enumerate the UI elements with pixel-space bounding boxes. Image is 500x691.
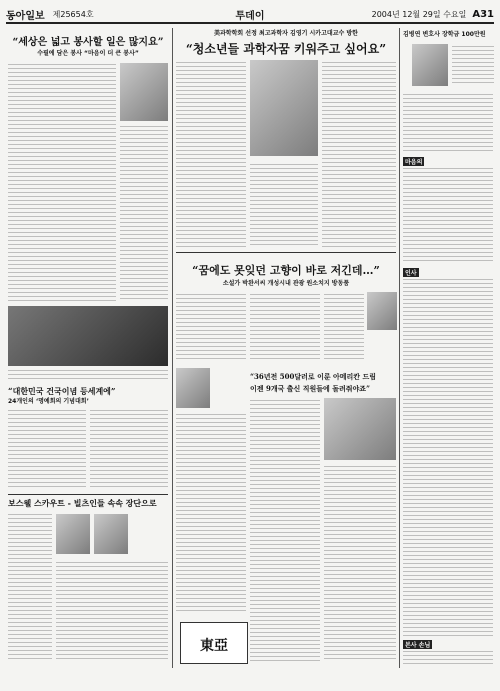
lawyer-photo-right [94, 514, 128, 554]
lawyer-photo-left [56, 514, 90, 554]
bottom-feature-body-1 [250, 398, 320, 662]
center-top-body-3 [322, 60, 396, 248]
section-title: 투데이 [235, 10, 265, 22]
center-top-body-1 [176, 60, 246, 248]
right-col-body-3 [403, 277, 493, 637]
mid-feature-rule [176, 252, 396, 253]
bottom-feature-body-2 [324, 464, 396, 662]
center-top-body-2 [250, 162, 318, 248]
issue-number: 제25654호 [52, 9, 94, 19]
masthead-logo: 동아일보 [6, 10, 45, 22]
left-top-body-1 [8, 62, 116, 302]
bottom-feature-headline: “36년전 500달러로 이룬 아메리칸 드림 [250, 372, 377, 381]
left-mid-body-1 [8, 408, 86, 490]
novelist-photo [367, 292, 397, 330]
lawyer-photo [412, 44, 448, 86]
mid-feature-subhead: 소설가 박완서씨 개성시내 관광 원소치지 방동품 [222, 280, 350, 287]
right-box-title-2: 인사 [405, 270, 417, 277]
scientist-photo [250, 60, 318, 156]
right-top-kicker: 김병연 변호사 장학금 100만원 [403, 31, 486, 38]
ad-name: 東亞 [200, 638, 228, 654]
right-box-title-3: 본사 손님 [405, 642, 431, 649]
left-bottom-body-2 [56, 560, 168, 662]
left-bottom-body-1 [8, 512, 52, 662]
left-top-subhead: 수필에 담은 봉사 “마음이 더 큰 봉사” [37, 50, 139, 57]
issue-date: 2004년 12월 29일 수요일 [371, 9, 467, 19]
right-col-body-4 [403, 649, 493, 665]
right-top-body [452, 44, 494, 86]
portrait-photo [120, 63, 168, 121]
group-photo [8, 306, 168, 366]
mid-feature-body-2 [250, 292, 320, 362]
bottom-advertisement [180, 622, 248, 664]
left-mid-subhead: 24개인의 ‘명예회의 기념대회’ [8, 398, 89, 405]
right-col-body-1 [403, 92, 493, 152]
left-mid-headline: “대한민국 건국이념 등세계에” [8, 386, 116, 396]
mid-feature-body-1 [176, 292, 246, 362]
left-top-headline: “세상은 넓고 봉사할 일은 많지요” [12, 37, 164, 48]
center-top-kicker: 美과학학회 선정 최고과학자 김영기 시카고대교수 방한 [214, 30, 358, 37]
mid-feature-headline: “꿈에도 못잊던 고향이 바로 저긴데…” [192, 264, 380, 277]
center-top-headline: “청소년들 과학자꿈 키워주고 싶어요” [185, 42, 387, 56]
left-top-body-2 [120, 124, 168, 302]
right-box-title-1: 마음의 [405, 159, 423, 166]
mid-small-photo [176, 368, 210, 408]
bottom-feature-headline-2: 이젠 9개국 출신 직원들에 돌려줘야죠” [250, 384, 371, 393]
mid-left-body [176, 412, 246, 612]
left-bottom-rule [8, 494, 168, 495]
businesswoman-photo [324, 398, 396, 460]
mid-feature-body-3 [324, 292, 364, 362]
page-header [6, 6, 494, 24]
column-divider-right [399, 28, 400, 668]
group-photo-caption [8, 368, 168, 380]
left-bottom-headline: 보스웰 스카우트 - 빌츠인들 속속 장단으로 [8, 498, 157, 508]
page-number: A31 [472, 8, 494, 20]
right-col-body-2 [403, 166, 493, 262]
left-mid-body-2 [90, 408, 168, 490]
column-divider [172, 28, 173, 668]
